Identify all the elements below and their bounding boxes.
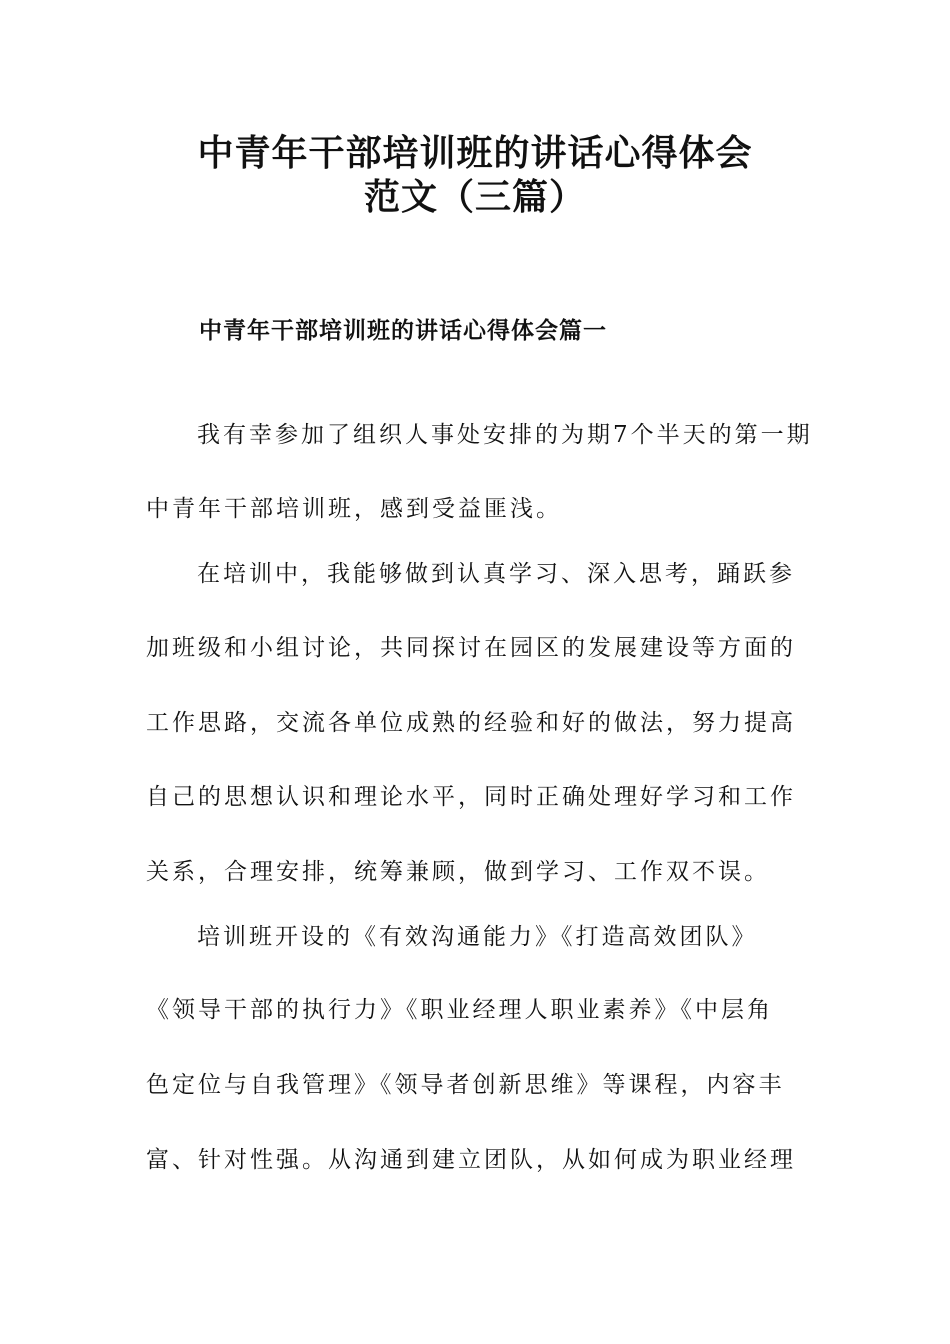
body-line: 中青年干部培训班，感到受益匪浅。 <box>146 496 562 522</box>
section-heading: 中青年干部培训班的讲话心得体会篇一 <box>199 318 607 344</box>
document-title-line-2: 范文（三篇） <box>363 176 586 218</box>
body-line: 在培训中，我能够做到认真学习、深入思考，踊跃参 <box>197 561 795 587</box>
body-line: 自己的思想认识和理论水平，同时正确处理好学习和工作 <box>146 784 796 810</box>
body-line: 关系，合理安排，统筹兼顾，做到学习、工作双不误。 <box>146 859 770 885</box>
body-line: 《领导干部的执行力》《职业经理人职业素养》《中层角 <box>146 997 773 1023</box>
document-title-line-1: 中青年干部培训班的讲话心得体会 <box>197 132 753 174</box>
body-line: 加班级和小组讨论，共同探讨在园区的发展建设等方面的 <box>146 635 796 661</box>
body-line: 培训班开设的《有效沟通能力》《打造高效团队》 <box>197 924 758 950</box>
body-line: 富、针对性强。从沟通到建立团队，从如何成为职业经理 <box>146 1147 796 1173</box>
body-line: 我有幸参加了组织人事处安排的为期7个半天的第一期 <box>197 422 813 448</box>
body-line: 工作思路，交流各单位成熟的经验和好的做法，努力提高 <box>146 710 796 736</box>
body-line: 色定位与自我管理》《领导者创新思维》等课程，内容丰 <box>146 1072 785 1098</box>
